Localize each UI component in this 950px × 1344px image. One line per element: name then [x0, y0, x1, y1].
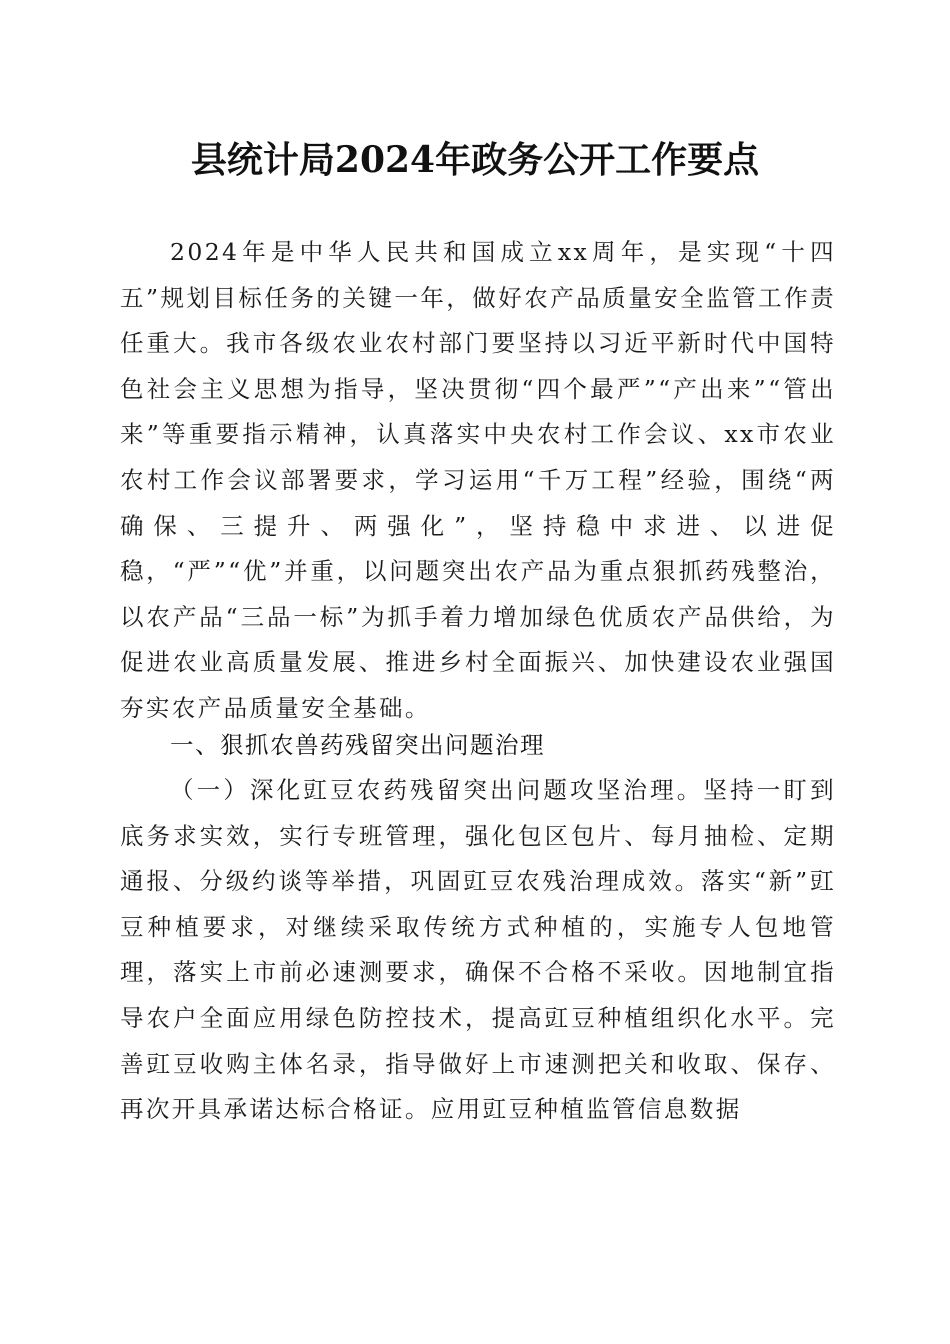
section-heading-1: 一、狠抓农兽药残留突出问题治理 [170, 731, 545, 759]
document-title: 县统计局2024年政务公开工作要点 [190, 139, 760, 181]
intro-paragraph: 2024年是中华人民共和国成立xx周年，是实现“十四五”规划目标任务的关键一年，做好农产品质量安全监管工作责任重大。我市各级农业农村部门要坚持以习近平新时代中国特色社会主义思想为指导，坚决贯彻“四个最严”“产出来”“管出来”等重要指示精神，认真落实中央农村工作会议、xx市农业农村工作会议部署要求，学习运用“千万工程”经验，围绕“两确保、三提升、两强化”，坚持稳中求进、以进促稳，“严”“优”并重，以问题突出农产品为重点狠抓药残整治，以农产品“三品一标”为抓手着力增加绿色优质农产品供给，为促进农业高质量发展、推进乡村全面振兴、加快建设农业强国夯实农产品质量安全基础。 [120, 238, 836, 722]
section-1-paragraph-1: （一）深化豇豆农药残留突出问题攻坚治理。坚持一盯到底务求实效，实行专班管理，强化包区包片、每月抽检、定期通报、分级约谈等举措，巩固豇豆农残治理成效。落实“新”豇豆种植要求，对继续采取传统方式种植的，实施专人包地管理，落实上市前必速测要求，确保不合格不采收。因地制宜指导农户全面应用绿色防控技术，提高豇豆种植组织化水平。完善豇豆收购主体名录，指导做好上市速测把关和收取、保存、再次开具承诺达标合格证。应用豇豆种植监管信息数据 [120, 776, 836, 1124]
